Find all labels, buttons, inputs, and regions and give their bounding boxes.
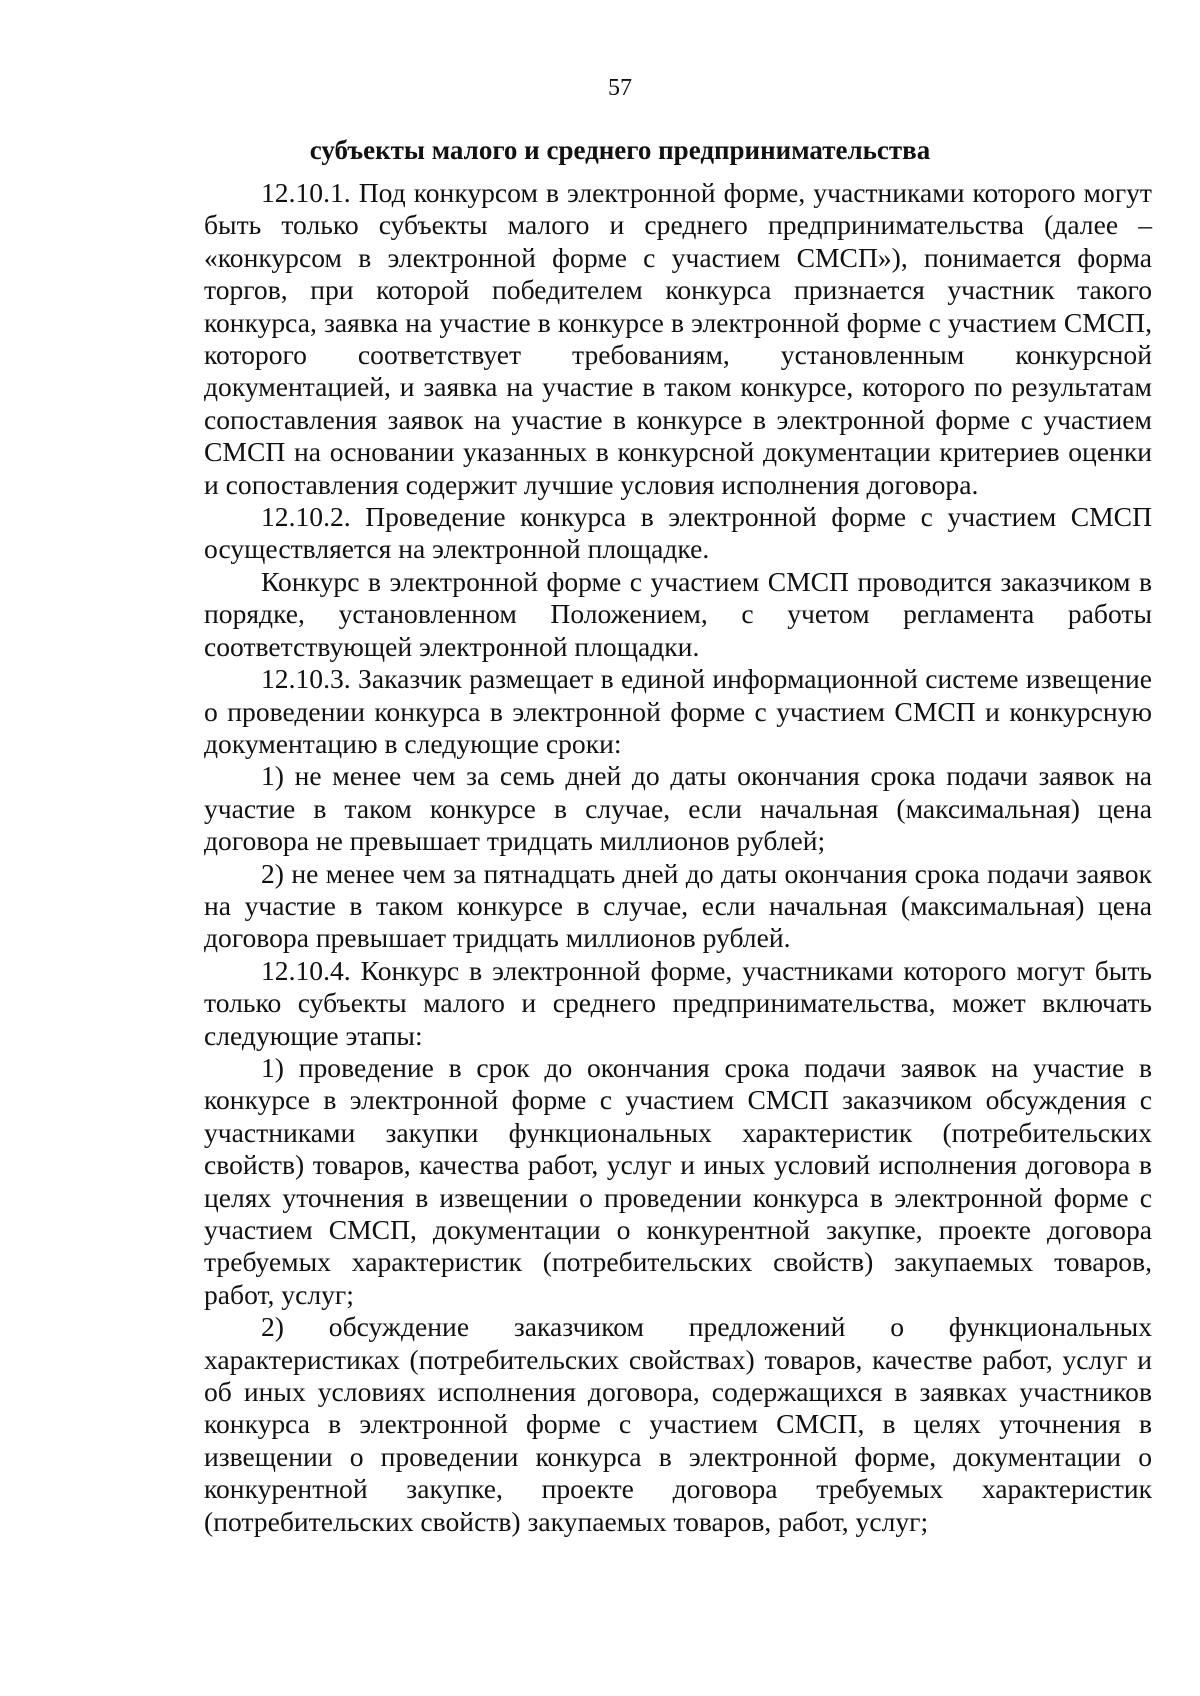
paragraph-12-10-2: 12.10.2. Проведение конкурса в электронной форме с участием СМСП осуществляется на электронной площадке. — [204, 501, 1152, 565]
list-item-12-10-4-2: 2) обсуждение заказчиком предложений о функциональных характеристиках (потребительских свойствах) товаров, качестве работ, услуг и об иных условиях исполнения договора, содержащихся в заявках участников конкурса в электронной форме с участием СМСП, в целях уточнения в извещении о проведении конкурса в электронной форме, документации о конкурентной закупке, проекте договора требуемых характеристик (потребительских свойств) закупаемых товаров, работ, услуг; — [204, 1311, 1152, 1537]
list-item-12-10-3-2: 2) не менее чем за пятнадцать дней до даты окончания срока подачи заявок на участие в таком конкурсе в случае, если начальная (максимальная) цена договора превышает тридцать миллионов рублей. — [204, 857, 1152, 954]
list-item-12-10-4-1: 1) проведение в срок до окончания срока подачи заявок на участие в конкурсе в электронной форме с участием СМСП заказчиком обсуждения с участниками закупки функциональных характеристик (потребительских свойств) товаров, качества работ, услуг и иных условий исполнения договора в целях уточнения в извещении о проведении конкурса в электронной форме с участием СМСП, документации о конкурентной закупке, проекте договора требуемых характеристик (потребительских свойств) закупаемых товаров, работ, услуг; — [204, 1051, 1152, 1310]
paragraph-12-10-4: 12.10.4. Конкурс в электронной форме, участниками которого могут быть только субъекты малого и среднего предпринимательства, может включать следующие этапы: — [204, 954, 1152, 1051]
section-heading: субъекты малого и среднего предпринимательства — [309, 135, 931, 165]
paragraph-12-10-3: 12.10.3. Заказчик размещает в единой информационной системе извещение о проведении конкурса в электронной форме с участием СМСП и конкурсную документацию в следующие сроки: — [204, 663, 1152, 759]
page-number: 57 — [608, 75, 632, 101]
paragraph-contest-procedure: Конкурс в электронной форме с участием СМСП проводится заказчиком в порядке, установленном Положением, с учетом регламента работы соответствующей электронной площадки. — [204, 565, 1152, 662]
body-text — [204, 177, 1152, 1538]
paragraph-12-10-1: 12.10.1. Под конкурсом в электронной форме, участниками которого могут быть только субъекты малого и среднего предпринимательства (далее – «конкурсом в электронной форме с участием СМСП»), понимается форма торгов, при которой победителем конкурса признается участник такого конкурса, заявка на участие в конкурсе в электронной форме с участием СМСП, которого соответствует требованиям, установленным конкурсной документацией, и заявка на участие в таком конкурсе, которого по результатам сопоставления заявок на участие в конкурсе в электронной форме с участием СМСП на основании указанных в конкурсной документации критериев оценки и сопоставления содержит лучшие условия исполнения договора. — [204, 177, 1152, 500]
list-item-12-10-3-1: 1) не менее чем за семь дней до даты окончания срока подачи заявок на участие в таком конкурсе в случае, если начальная (максимальная) цена договора не превышает тридцать миллионов рублей; — [204, 760, 1152, 857]
